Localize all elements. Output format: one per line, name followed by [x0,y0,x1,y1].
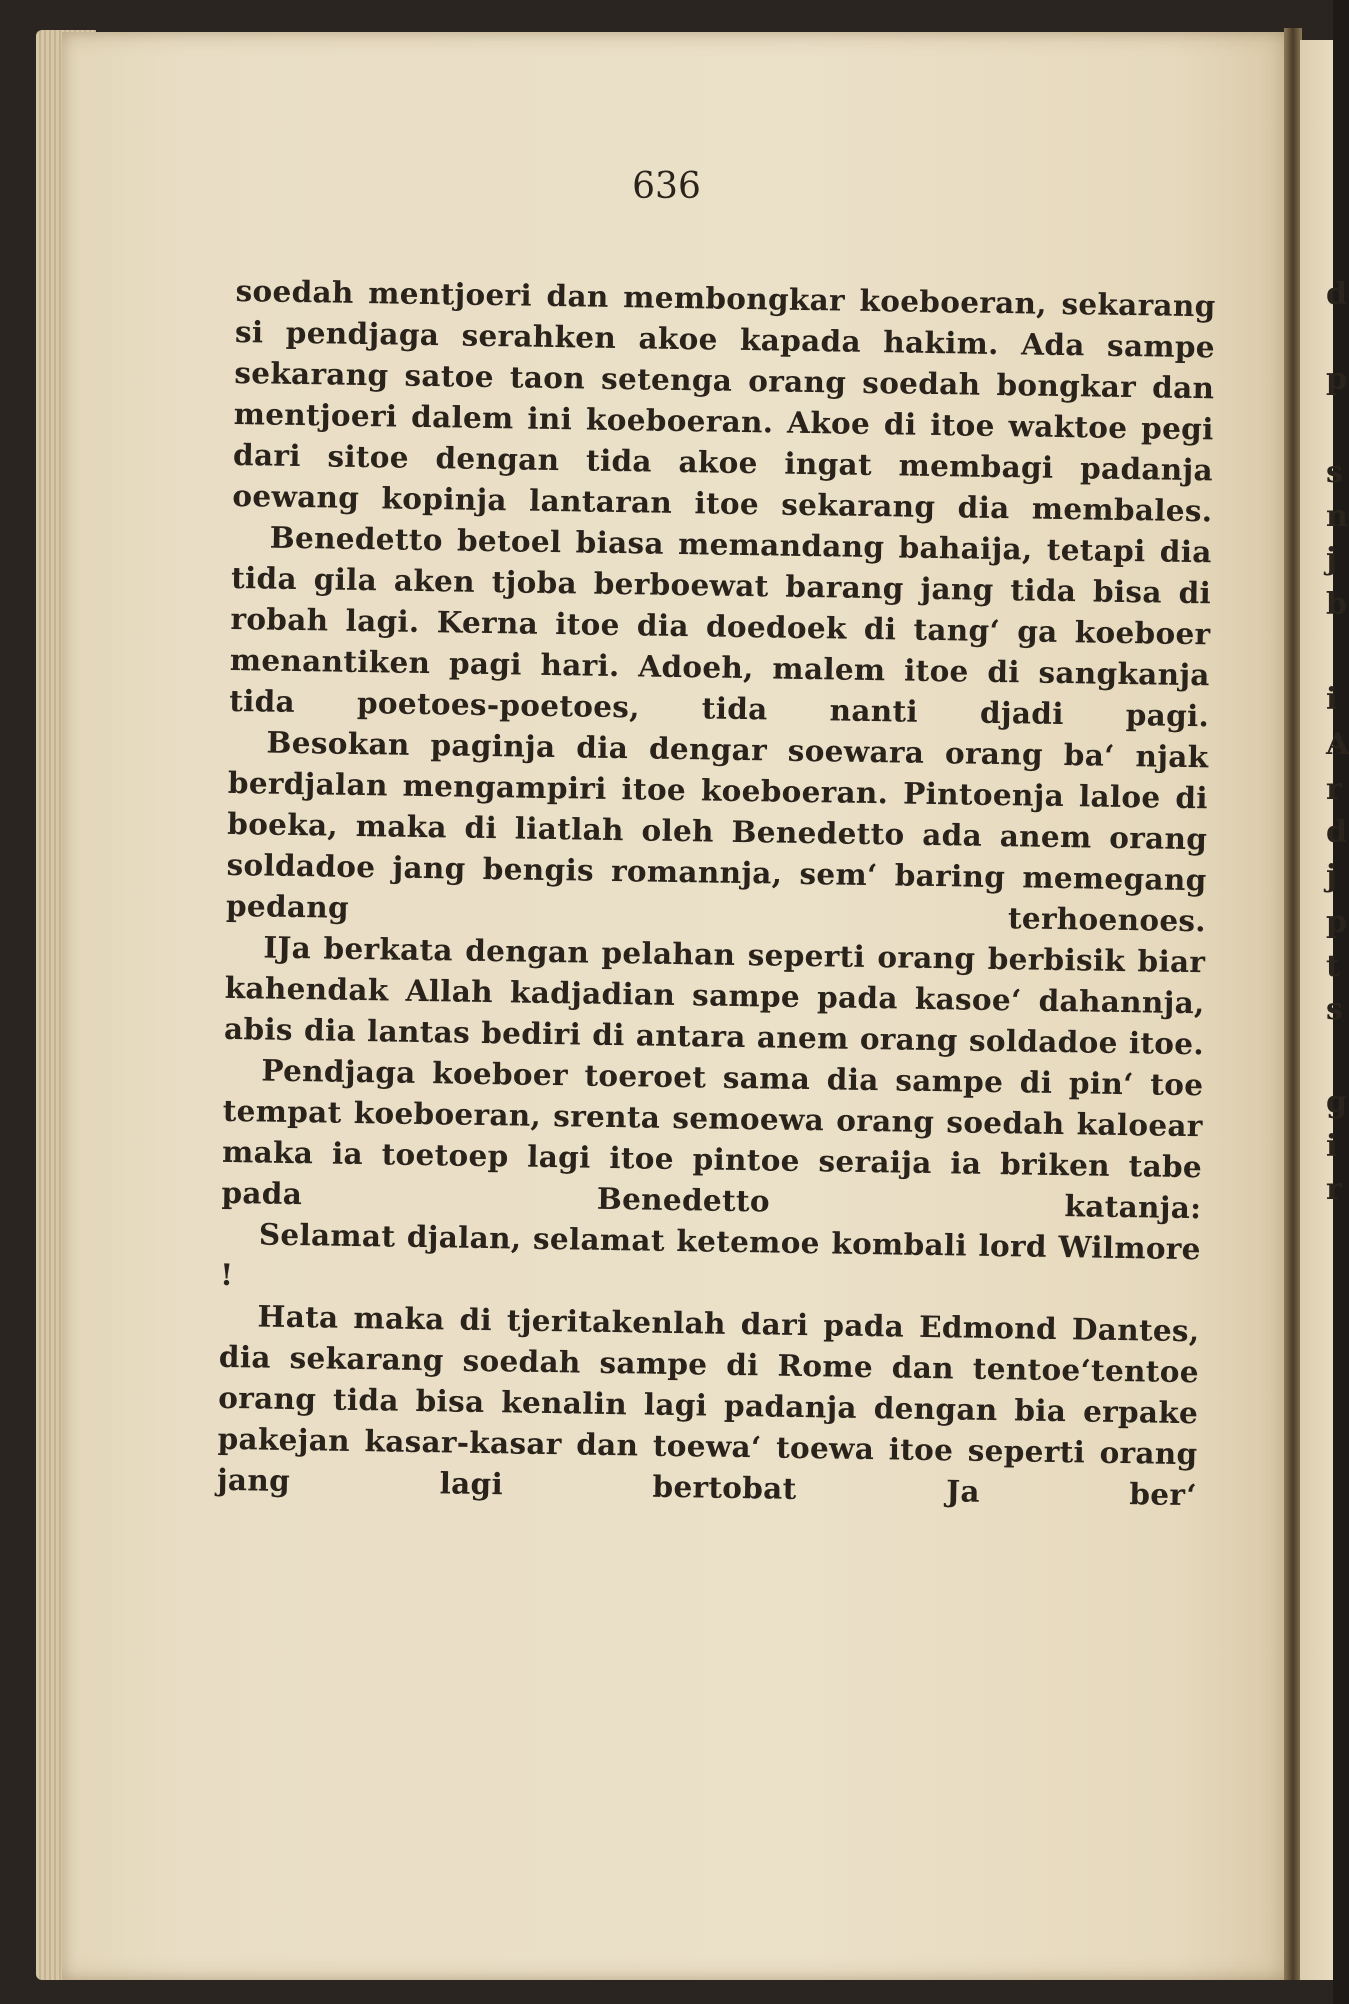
facing-letter: t [1326,949,1340,984]
facing-letter: r [1326,772,1342,807]
facing-letter: i [1326,682,1338,717]
paragraph: Besokan paginja dia dengar soewara orang ba‘ njak berdjalan mengampiri itoe koeboeran. Pintoenja laloe di boeka, maka di liatlah oleh Benedetto ada anem orang soldadoe jang bengis romannja, sem‘ baring memegang pedang terhoenoes. [225,724,1209,939]
facing-letter: b [1326,587,1347,622]
facing-letter: r [1326,1172,1342,1207]
facing-letter: i [1326,1129,1338,1164]
facing-letter: s [1326,992,1343,1027]
facing-letter: j [1326,859,1337,894]
paragraph: Selamat djalan, selamat ketemoe kombali lord Wilmore ! [219,1216,1202,1293]
facing-letter: p [1326,362,1347,397]
paragraph: Hata maka di tjeritakenlah dari pada Edmond Dantes, dia sekarang soedah sampe di Rome dan tentoe‘tentoe orang tida bisa kenalin lagi padanja dengan bia erpake pakejan kasar-kasar dan toewa‘ toewa itoe seperti orang jang lagi bertobat Ja ber‘ [216,1298,1200,1513]
facing-letter: j [1326,542,1337,577]
facing-letter: A [1326,727,1349,762]
facing-letter: s [1326,455,1343,490]
paragraph: soedah mentjoeri dan membongkar koeboeran, sekarang si pendjaga serahken akoe kapada hakim. Ada sampe sekarang satoe taon setenga orang soedah bongkar dan mentjoeri dalem ini koeboeran. Akoe di itoe waktoe pegi dari sitoe dengan tida akoe ingat membagi padanja oewang kopinja lantaran itoe sekarang dia membales. [232,272,1216,529]
facing-page-edge [1300,40,1349,1980]
body-text [217,270,1216,1515]
paragraph: IJa berkata dengan pelahan seperti orang berbisik biar kahendak Allah kadjadian sampe pada kasoe‘ dahannja, abis dia lantas bediri di antara anem orang soldadoe itoe. [223,929,1206,1062]
facing-letter: n [1326,499,1348,534]
page-number: 636 [632,166,701,207]
facing-letter: g [1326,1085,1347,1120]
facing-letter: d [1326,277,1347,312]
facing-letter: p [1326,905,1347,940]
paragraph: Pendjaga koeboer toeroet sama dia sampe di pin‘ toe tempat koeboeran, srenta semoewa orang soedah kaloear maka ia toetoep lagi itoe pintoe seraija ia briken tabe pada Benedetto katanja: [221,1052,1204,1226]
paragraph: Benedetto betoel biasa memandang bahaija, tetapi dia tida gila aken tjoba berboewat barang jang tida bisa di robah lagi. Kerna itoe dia doedoek di tang‘ ga koeboer menantiken pagi hari. Adoeh, malem itoe di sangkanja tida poetoes-poetoes, tida nanti djadi pagi. [228,519,1212,734]
facing-letter: d [1326,815,1347,850]
